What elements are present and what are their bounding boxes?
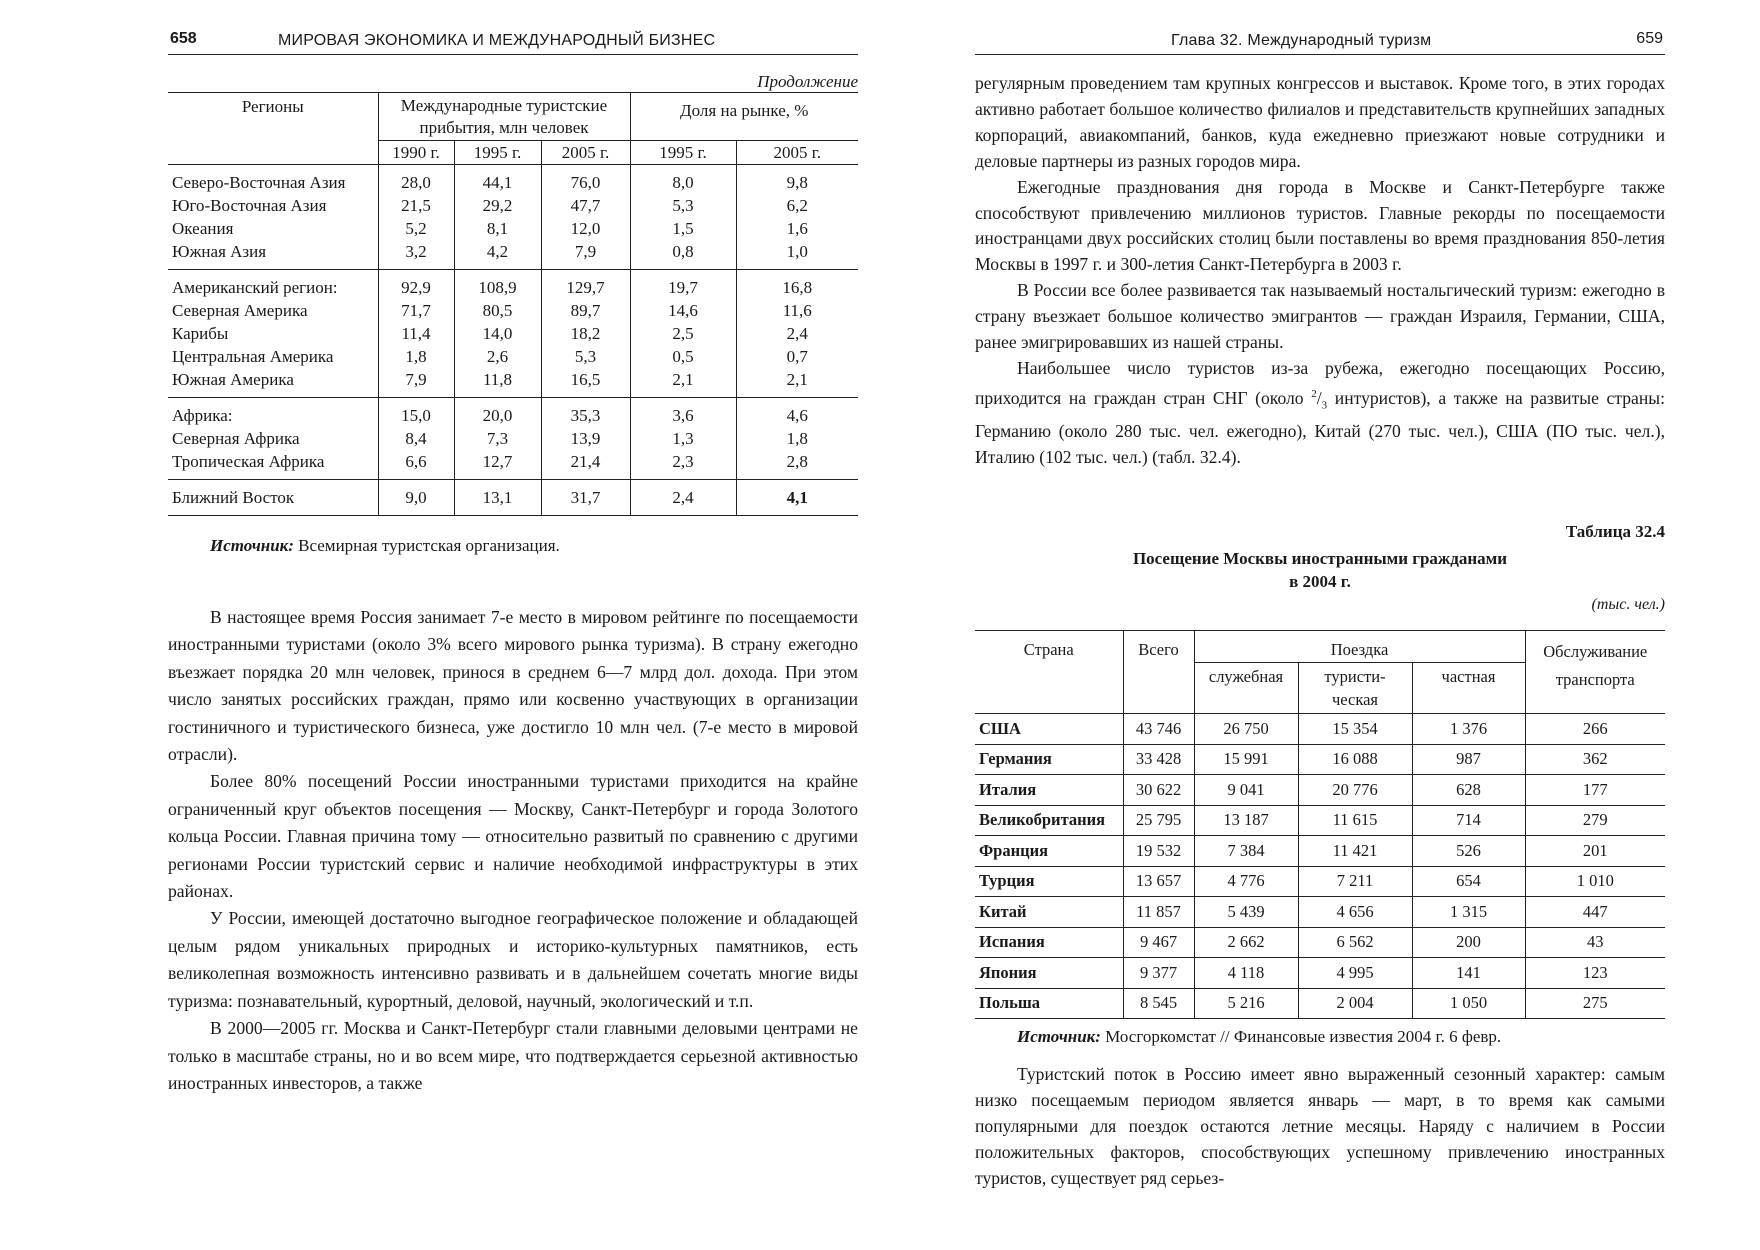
country-cell: Япония xyxy=(975,958,1123,989)
table-title-line1: Посещение Москвы иностранными гражданами xyxy=(1132,549,1508,568)
col-2005: 2005 г. xyxy=(541,141,630,165)
left-page-number: 658 xyxy=(170,30,197,47)
left-table-source xyxy=(210,536,560,556)
value-cell: 526 xyxy=(1412,836,1525,867)
text-span: Наибольшее число туристов из-за рубежа, ежегодно посещающих Россию, приходится на граждан стран СНГ (около xyxy=(975,357,1665,408)
col-tourist xyxy=(1298,663,1412,714)
paragraph: В настоящее время Россия занимает 7-е место в мировом рейтинге по посещаемости иностранными туристами (около 3% всего мирового рынка туризма). В страну ежегодно въезжает порядка 20 млн человек, принося в среднем 6—7 млрд дол. дохода. При этом число занятых российских граждан, прямо или косвенно участвующих в организации гостиничного и туристического бизнеса, уже достигло 10 млн чел. (7-е место в мировой отрасли). xyxy=(168,607,858,765)
table-row xyxy=(168,270,858,300)
table-row xyxy=(168,398,858,428)
country-cell: Турция xyxy=(975,866,1123,897)
value-cell: 654 xyxy=(1412,866,1525,897)
region-cell: Южная Азия xyxy=(168,240,378,270)
country-cell: США xyxy=(975,714,1123,745)
value-cell: 7,9 xyxy=(541,240,630,270)
table-row xyxy=(168,299,858,322)
value-cell: 15 354 xyxy=(1298,714,1412,745)
fraction-numerator: 2 xyxy=(1311,387,1317,400)
value-cell: 13 657 xyxy=(1123,866,1194,897)
region-cell: Юго-Восточная Азия xyxy=(168,194,378,217)
value-cell: 8 545 xyxy=(1123,988,1194,1019)
value-cell: 9,0 xyxy=(378,480,454,516)
value-cell: 266 xyxy=(1525,714,1665,745)
region-cell: Северо-Восточная Азия xyxy=(168,165,378,195)
table-row xyxy=(168,368,858,398)
table-row xyxy=(168,194,858,217)
value-cell: 21,4 xyxy=(541,450,630,480)
value-cell: 4,1 xyxy=(736,480,858,516)
table-row xyxy=(168,345,858,368)
country-cell: Франция xyxy=(975,836,1123,867)
value-cell: 201 xyxy=(1525,836,1665,867)
value-cell: 129,7 xyxy=(541,270,630,300)
value-cell: 9 467 xyxy=(1123,927,1194,958)
country-cell: Польша xyxy=(975,988,1123,1019)
region-cell: Африка: xyxy=(168,398,378,428)
col-share-1995: 1995 г. xyxy=(630,141,736,165)
region-cell: Центральная Америка xyxy=(168,345,378,368)
right-body-text-top xyxy=(975,71,1665,471)
col-transport-line1: Обслуживание xyxy=(1543,642,1648,661)
paragraph: У России, имеющей достаточно выгодное географическое положение и обладающей целым рядом уникальных природных и историко-культурных памятников, есть великолепная возможность интенсивно развивать и в дальнейшем сочетать многие виды туризма: познавательный, курортный, деловой, научный, экологический и т.п. xyxy=(168,908,858,1011)
table-label: Таблица 32.4 xyxy=(1565,522,1665,541)
col-transport-line2: транспорта xyxy=(1555,670,1635,689)
value-cell: 11,6 xyxy=(782,301,812,320)
value-cell: 44,1 xyxy=(454,165,541,195)
value-cell: 1,3 xyxy=(630,427,736,450)
value-cell: 9,8 xyxy=(786,173,808,192)
table-row xyxy=(975,927,1665,958)
col-share: Доля на рынке, % xyxy=(630,93,858,141)
right-body-text-bottom xyxy=(975,1062,1665,1192)
value-cell: 2 004 xyxy=(1298,988,1412,1019)
value-cell: 1 010 xyxy=(1525,866,1665,897)
value-cell: 123 xyxy=(1525,958,1665,989)
table-row xyxy=(975,714,1665,745)
country-cell: Китай xyxy=(975,897,1123,928)
value-cell: 11,8 xyxy=(454,368,541,398)
table-row xyxy=(168,217,858,240)
value-cell: 43 746 xyxy=(1123,714,1194,745)
value-cell: 5 439 xyxy=(1194,897,1298,928)
paragraph: Туристский поток в Россию имеет явно выраженный сезонный характер: самым низко посещаемым периодом является январь — март, в то время как самыми популярными для поездок остаются летние месяцы. Наряду с наличием в России положительных факторов, способствующих успешному привлечению иностранных туристов, существует ряд серьез- xyxy=(975,1064,1665,1188)
value-cell: 3,2 xyxy=(378,240,454,270)
value-cell: 5,2 xyxy=(378,217,454,240)
region-cell: Ближний Восток xyxy=(168,480,378,516)
value-cell: 628 xyxy=(1412,775,1525,806)
right-running-title: Глава 32. Международный туризм xyxy=(1171,32,1432,49)
table-row xyxy=(168,450,858,480)
table-title-line2: в 2004 г. xyxy=(1289,572,1351,591)
value-cell: 7,3 xyxy=(454,427,541,450)
value-cell: 14,0 xyxy=(454,322,541,345)
value-cell: 11,4 xyxy=(378,322,454,345)
value-cell: 4 995 xyxy=(1298,958,1412,989)
col-share-2005: 2005 г. xyxy=(736,141,858,165)
value-cell: 2 662 xyxy=(1194,927,1298,958)
value-cell: 20 776 xyxy=(1298,775,1412,806)
paragraph: регулярным проведением там крупных конгрессов и выставок. Кроме того, в этих городах активно работает большое количество филиалов и представительств крупнейших западных корпораций, авиакомпаний, банков, куда ежедневно приезжают новые сотрудники и деловые партнеры из разных городов мира. xyxy=(975,73,1665,171)
value-cell: 71,7 xyxy=(378,299,454,322)
value-cell: 3,6 xyxy=(630,398,736,428)
value-cell: 108,9 xyxy=(454,270,541,300)
value-cell: 21,5 xyxy=(378,194,454,217)
value-cell: 26 750 xyxy=(1194,714,1298,745)
value-cell: 7 384 xyxy=(1194,836,1298,867)
value-cell: 30 622 xyxy=(1123,775,1194,806)
right-page-number: 659 xyxy=(1636,30,1663,47)
col-tourist-line1: туристи- xyxy=(1324,667,1386,686)
paragraph: Более 80% посещений России иностранными туристами приходится на крайне ограниченный круг объектов посещения — Москву, Санкт-Петербург и города Золотого кольца России. Главная причина тому — относительно развитый по сравнению с другими регионами России туристский сервис и наличие необходимой инфраструктуры в этих районах. xyxy=(168,771,858,902)
col-1995: 1995 г. xyxy=(454,141,541,165)
value-cell: 2,5 xyxy=(630,322,736,345)
value-cell: 13,1 xyxy=(454,480,541,516)
col-business: служебная xyxy=(1194,663,1298,714)
value-cell: 19 532 xyxy=(1123,836,1194,867)
value-cell: 29,2 xyxy=(454,194,541,217)
value-cell: 92,9 xyxy=(378,270,454,300)
value-cell: 200 xyxy=(1412,927,1525,958)
value-cell: 0,8 xyxy=(630,240,736,270)
value-cell: 1,5 xyxy=(630,217,736,240)
value-cell: 33 428 xyxy=(1123,744,1194,775)
value-cell: 2,8 xyxy=(786,452,808,471)
source-text: Всемирная туристская организация. xyxy=(298,536,560,555)
value-cell: 76,0 xyxy=(541,165,630,195)
value-cell: 275 xyxy=(1525,988,1665,1019)
value-cell: 1,6 xyxy=(786,219,808,238)
col-private: частная xyxy=(1412,663,1525,714)
value-cell: 2,6 xyxy=(454,345,541,368)
value-cell: 1,8 xyxy=(786,429,808,448)
value-cell: 18,2 xyxy=(541,322,630,345)
value-cell: 25 795 xyxy=(1123,805,1194,836)
value-cell: 177 xyxy=(1525,775,1665,806)
value-cell: 987 xyxy=(1412,744,1525,775)
value-cell: 5 216 xyxy=(1194,988,1298,1019)
col-regions: Регионы xyxy=(168,93,378,165)
fraction-slash: / xyxy=(1316,387,1322,408)
col-country: Страна xyxy=(975,631,1123,714)
value-cell: 2,3 xyxy=(630,450,736,480)
col-1990: 1990 г. xyxy=(378,141,454,165)
col-total: Всего xyxy=(1123,631,1194,714)
value-cell: 11 615 xyxy=(1298,805,1412,836)
value-cell: 2,1 xyxy=(630,368,736,398)
regions-table xyxy=(168,92,858,516)
left-running-title: МИРОВАЯ ЭКОНОМИКА И МЕЖДУНАРОДНЫЙ БИЗНЕС xyxy=(278,32,716,49)
region-cell: Северная Африка xyxy=(168,427,378,450)
value-cell: 20,0 xyxy=(454,398,541,428)
value-cell: 16,8 xyxy=(736,270,858,300)
value-cell: 7,9 xyxy=(378,368,454,398)
region-cell: Американский регион: xyxy=(168,270,378,300)
value-cell: 9 041 xyxy=(1194,775,1298,806)
value-cell: 447 xyxy=(1525,897,1665,928)
value-cell: 1 315 xyxy=(1412,897,1525,928)
value-cell: 13,9 xyxy=(541,427,630,450)
value-cell: 12,0 xyxy=(541,217,630,240)
table-row xyxy=(168,480,858,516)
moscow-visits-table-body xyxy=(975,714,1665,1019)
value-cell: 4,2 xyxy=(454,240,541,270)
value-cell: 6 562 xyxy=(1298,927,1412,958)
value-cell: 11 421 xyxy=(1298,836,1412,867)
value-cell: 31,7 xyxy=(541,480,630,516)
text-span: интуристов), а также на развитые страны: Германию (около 280 тыс. чел. ежегодно), Китай (270 тыс. чел.), США (ПО тыс. чел.), Италию (102 тыс. чел.) (табл. 32.4). xyxy=(975,387,1665,468)
value-cell: 362 xyxy=(1525,744,1665,775)
table-row xyxy=(168,427,858,450)
region-cell: Карибы xyxy=(168,322,378,345)
table-row xyxy=(168,240,858,270)
value-cell: 19,7 xyxy=(630,270,736,300)
country-cell: Великобритания xyxy=(975,805,1123,836)
region-cell: Северная Америка xyxy=(168,299,378,322)
value-cell: 2,1 xyxy=(786,370,808,389)
value-cell: 80,5 xyxy=(454,299,541,322)
col-transport xyxy=(1525,631,1665,714)
table-unit: (тыс. чел.) xyxy=(1591,596,1665,613)
value-cell: 141 xyxy=(1412,958,1525,989)
table-row xyxy=(975,958,1665,989)
value-cell: 5,3 xyxy=(630,194,736,217)
value-cell: 714 xyxy=(1412,805,1525,836)
value-cell: 7 211 xyxy=(1298,866,1412,897)
table-row xyxy=(168,322,858,345)
value-cell: 8,0 xyxy=(630,165,736,195)
moscow-visits-table xyxy=(975,630,1665,1019)
left-page xyxy=(168,0,858,1250)
fraction-denominator: 3 xyxy=(1321,399,1328,412)
value-cell: 1 376 xyxy=(1412,714,1525,745)
table-row xyxy=(975,988,1665,1019)
value-cell: 2,4 xyxy=(630,480,736,516)
source-label: Источник: xyxy=(210,536,294,555)
value-cell: 89,7 xyxy=(541,299,630,322)
source-label: Источник: xyxy=(1017,1027,1101,1046)
value-cell: 4 656 xyxy=(1298,897,1412,928)
value-cell: 15,0 xyxy=(378,398,454,428)
value-cell: 0,7 xyxy=(786,347,808,366)
region-cell: Океания xyxy=(168,217,378,240)
table-row xyxy=(975,805,1665,836)
value-cell: 6,6 xyxy=(378,450,454,480)
value-cell: 4 776 xyxy=(1194,866,1298,897)
value-cell: 47,7 xyxy=(541,194,630,217)
right-page xyxy=(975,0,1665,1250)
table-row xyxy=(975,775,1665,806)
value-cell: 11 857 xyxy=(1123,897,1194,928)
value-cell: 16 088 xyxy=(1298,744,1412,775)
left-body-text xyxy=(168,604,858,1097)
table-row xyxy=(975,744,1665,775)
paragraph: В 2000—2005 гг. Москва и Санкт-Петербург стали главными деловыми центрами не только в масштабе страны, но и во всем мире, что подтверждается серьезной активностью иностранных инвесторов, а также xyxy=(168,1018,858,1093)
country-cell: Германия xyxy=(975,744,1123,775)
value-cell: 279 xyxy=(1525,805,1665,836)
value-cell: 8,1 xyxy=(454,217,541,240)
value-cell: 14,6 xyxy=(630,299,736,322)
right-table-source xyxy=(1017,1027,1501,1047)
value-cell: 8,4 xyxy=(378,427,454,450)
table-row xyxy=(975,836,1665,867)
continuation-label: Продолжение xyxy=(757,72,858,91)
source-text: Мосгоркомстат // Финансовые известия 2004 г. 6 февр. xyxy=(1105,1027,1502,1046)
value-cell: 9 377 xyxy=(1123,958,1194,989)
value-cell: 43 xyxy=(1525,927,1665,958)
value-cell: 35,3 xyxy=(541,398,630,428)
value-cell: 28,0 xyxy=(378,165,454,195)
value-cell: 4 118 xyxy=(1194,958,1298,989)
value-cell: 13 187 xyxy=(1194,805,1298,836)
value-cell: 1 050 xyxy=(1412,988,1525,1019)
paragraph: В России все более развивается так называемый ностальгический туризм: ежегодно в страну въезжает большое количество эмигрантов — граждан Израиля, Германии, США, ранее эмигрировавших из нашей страны. xyxy=(975,280,1665,353)
value-cell: 6,2 xyxy=(786,196,808,215)
value-cell: 15 991 xyxy=(1194,744,1298,775)
table-row xyxy=(975,866,1665,897)
country-cell: Испания xyxy=(975,927,1123,958)
value-cell: 1,8 xyxy=(378,345,454,368)
col-arrivals: Международные туристские прибытия, млн человек xyxy=(378,93,630,141)
value-cell: 1,0 xyxy=(786,242,808,261)
col-trip: Поездка xyxy=(1194,631,1525,663)
col-tourist-line2: ческая xyxy=(1331,690,1379,709)
value-cell: 5,3 xyxy=(541,345,630,368)
value-cell: 0,5 xyxy=(630,345,736,368)
value-cell: 12,7 xyxy=(454,450,541,480)
value-cell: 16,5 xyxy=(541,368,630,398)
paragraph: Ежегодные празднования дня города в Москве и Санкт-Петербурге также способствуют привлечению миллионов туристов. Главные рекорды по посещаемости иностранцами двух российских столиц были поставлены во время празднования 850-летия Москвы в 1997 г. и 300-летия Санкт-Петербурга в 2003 г. xyxy=(975,176,1665,275)
value-cell: 2,4 xyxy=(786,324,808,343)
paragraph-with-fraction xyxy=(975,356,1665,471)
table-row xyxy=(975,897,1665,928)
region-cell: Южная Америка xyxy=(168,368,378,398)
country-cell: Италия xyxy=(975,775,1123,806)
left-running-header xyxy=(168,28,858,55)
value-cell: 4,6 xyxy=(736,398,858,428)
right-running-header xyxy=(975,28,1665,55)
regions-table-body xyxy=(168,165,858,516)
region-cell: Тропическая Африка xyxy=(168,450,378,480)
table-row xyxy=(168,165,858,195)
